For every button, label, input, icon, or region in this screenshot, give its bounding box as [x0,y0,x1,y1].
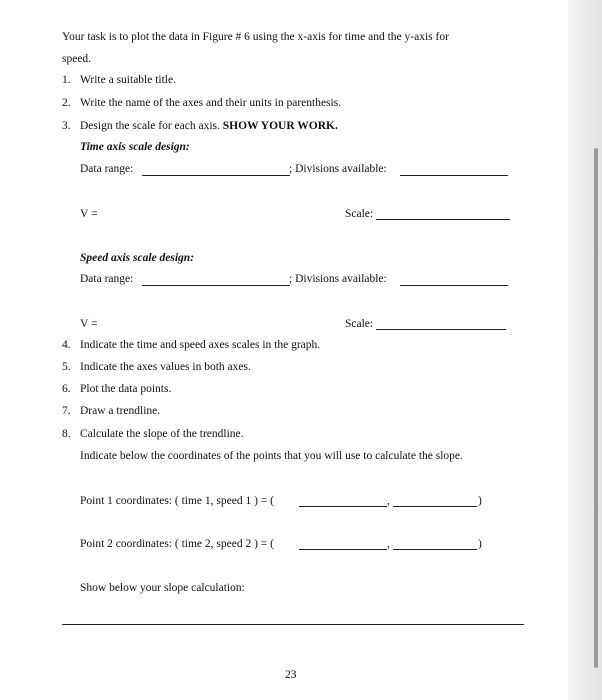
time-data-range-blank[interactable] [142,175,290,176]
speed-v-label: V = [80,318,98,330]
item-5-text: Indicate the axes values in both axes. [80,361,251,373]
time-axis-heading: Time axis scale design: [80,141,190,153]
item-7-number: 7. [62,405,71,417]
point-1-time-blank[interactable] [299,506,387,507]
item-6-text: Plot the data points. [80,383,172,395]
coords-instruction: Indicate below the coordinates of the points that you will use to calculate the slope. [80,450,463,462]
point-1-comma: , [387,495,390,507]
item-4-text: Indicate the time and speed axes scales in the graph. [80,339,321,351]
point-2-time-blank[interactable] [299,549,387,550]
item-2-text: Write the name of the axes and their units in parenthesis. [80,97,342,109]
point-2-close-paren: ) [478,538,482,550]
item-6-number: 6. [62,383,71,395]
speed-divisions-blank[interactable] [400,285,508,286]
item-4-number: 4. [62,339,71,351]
point-2-label: Point 2 coordinates: ( time 2, speed 2 ) = ( [80,538,274,550]
item-5-number: 5. [62,361,71,373]
intro-line-1: Your task is to plot the data in Figure # 6 using the x-axis for time and the y-axis for [62,31,449,43]
point-1-speed-blank[interactable] [393,506,477,507]
time-data-range-label: Data range: [80,163,134,175]
item-1-text: Write a suitable title. [80,74,176,86]
item-8-number: 8. [62,428,71,440]
point-2-speed-blank[interactable] [393,549,477,550]
speed-scale-label: Scale: [345,318,374,330]
item-3 [80,119,338,133]
item-3-bold: SHOW YOUR WORK. [222,120,338,132]
time-divisions-blank[interactable] [400,175,508,176]
point-1-close-paren: ) [478,495,482,507]
slope-prompt: Show below your slope calculation: [80,582,245,594]
speed-axis-heading: Speed axis scale design: [80,252,195,264]
page-number: 23 [285,669,297,681]
time-scale-label: Scale: [345,208,374,220]
item-2-number: 2. [62,97,71,109]
item-3-text: Design the scale for each axis. [80,120,223,132]
speed-divisions-label: ; Divisions available: [289,273,387,285]
point-1-label: Point 1 coordinates: ( time 1, speed 1 ) = ( [80,495,274,507]
point-2-comma: , [387,538,390,550]
item-7-text: Draw a trendline. [80,405,161,417]
speed-scale-blank[interactable] [376,329,506,330]
item-1-number: 1. [62,74,71,86]
time-v-label: V = [80,208,98,220]
item-8-text: Calculate the slope of the trendline. [80,428,244,440]
time-divisions-label: ; Divisions available: [289,163,387,175]
slope-answer-line[interactable] [62,624,524,625]
scrollbar[interactable] [594,148,598,668]
speed-data-range-label: Data range: [80,273,134,285]
time-scale-blank[interactable] [376,219,510,220]
speed-data-range-blank[interactable] [142,285,290,286]
intro-line-2: speed. [62,53,92,65]
item-3-number: 3. [62,120,71,132]
